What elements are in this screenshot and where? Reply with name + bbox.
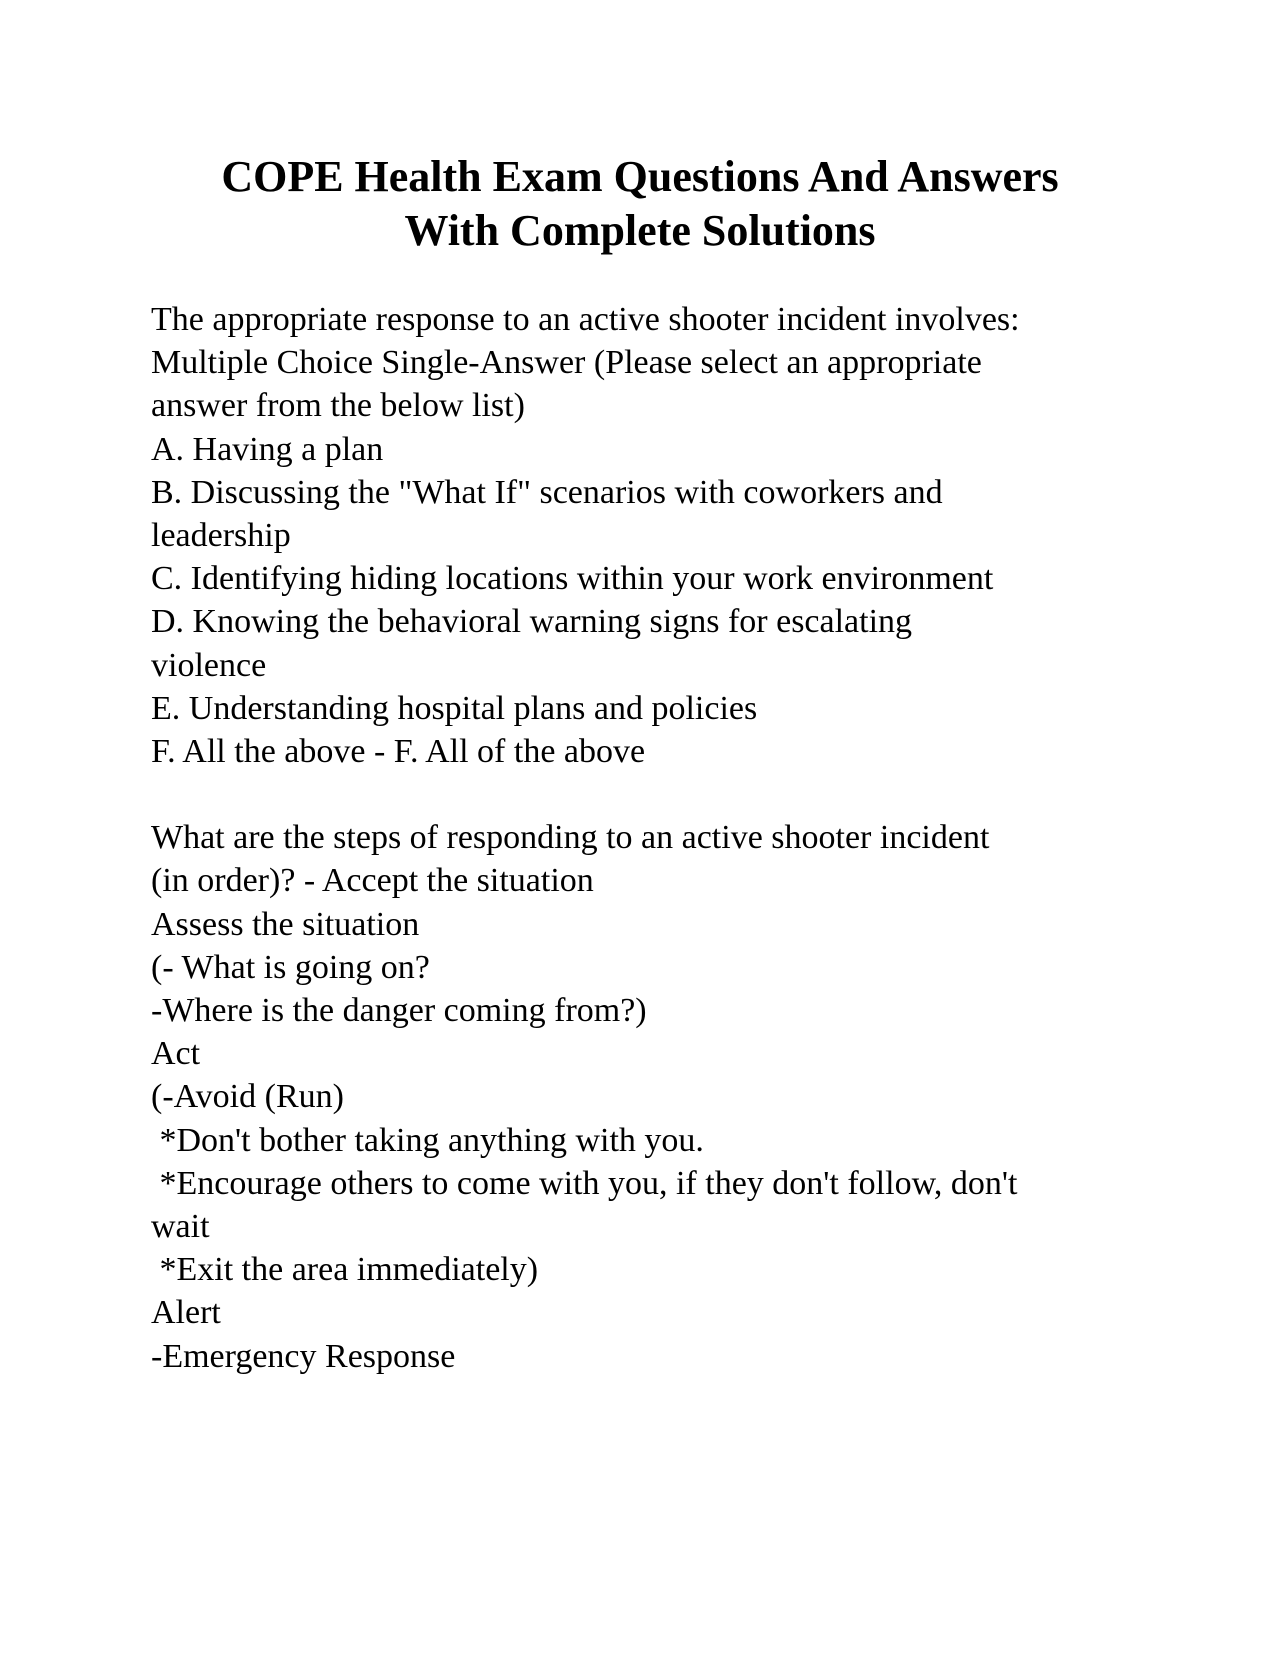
question-2-prompt-answer-line: (in order)? - Accept the situation <box>151 862 594 900</box>
question-1-block <box>151 298 1151 773</box>
question-1-prompt-line: Multiple Choice Single-Answer (Please select an appropriate <box>151 344 982 382</box>
question-2-answer-line: (- What is going on? <box>151 948 430 986</box>
question-2-answer-line: *Encourage others to come with you, if they don't follow, don't <box>151 1164 1018 1202</box>
document-body <box>151 298 1151 1378</box>
question-1-option-d-continued: violence <box>151 646 267 684</box>
question-2-answer-line: wait <box>151 1207 210 1245</box>
question-2-answer-line: -Where is the danger coming from?) <box>151 992 647 1029</box>
question-1-prompt-line: answer from the below list) <box>151 387 525 425</box>
question-1-prompt-line: The appropriate response to an active shooter incident involves: <box>151 301 1020 338</box>
question-2-answer-line: (-Avoid (Run) <box>151 1078 344 1116</box>
question-2-answer-line: -Emergency Response <box>151 1337 456 1375</box>
question-2-block <box>151 816 1151 1377</box>
document-title-line-1: COPE Health Exam Questions And Answers <box>221 152 1059 201</box>
document-title-line-2: With Complete Solutions <box>404 206 876 255</box>
question-1-option-a: A. Having a plan <box>151 430 384 468</box>
question-2-answer-line: Act <box>151 1035 201 1073</box>
question-1-option-b-continued: leadership <box>151 516 291 554</box>
question-1-option-b: B. Discussing the "What If" scenarios with coworkers and <box>151 473 943 511</box>
question-2-answer-line: Assess the situation <box>151 905 420 943</box>
question-1-option-d: D. Knowing the behavioral warning signs for escalating <box>151 603 913 641</box>
question-2-answer-line: Alert <box>151 1294 221 1332</box>
question-2-answer-line: *Exit the area immediately) <box>151 1251 539 1289</box>
question-2-prompt-line: What are the steps of responding to an active shooter incident <box>151 819 990 857</box>
question-2-answer-line: *Don't bother taking anything with you. <box>151 1121 704 1159</box>
paragraph-spacer <box>151 773 1151 816</box>
question-1-option-e: E. Understanding hospital plans and policies <box>151 689 758 727</box>
question-1-option-c: C. Identifying hiding locations within your work environment <box>151 560 994 598</box>
question-1-option-f-answer: F. All the above - F. All of the above <box>151 732 646 770</box>
